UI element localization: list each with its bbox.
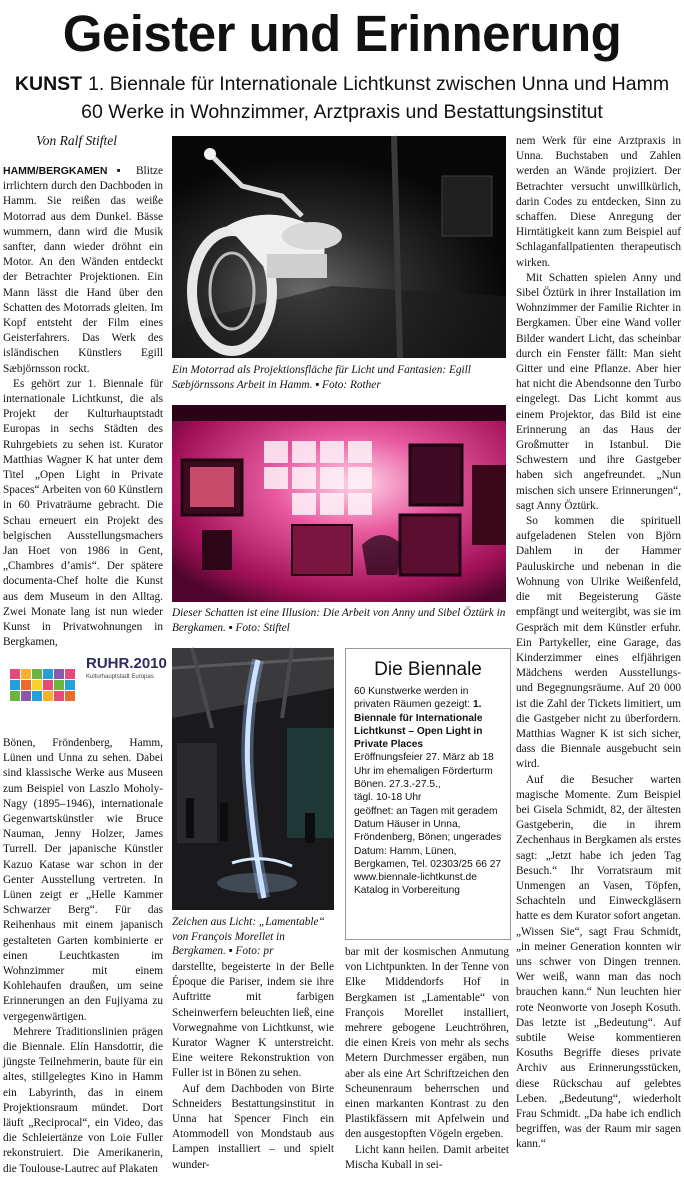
logo-subtitle: Kulturhauptstadt Europas bbox=[86, 674, 154, 680]
headline: Geister und Erinnerung bbox=[62, 5, 622, 62]
article-col1-bottom bbox=[3, 736, 163, 1175]
caption-motorcycle: Ein Motorrad als Projektionsfläche für Licht und Fantasien: Egill Sæbjörnssons Arbeit in Hamm. ▪ Foto: Rother bbox=[172, 364, 471, 391]
article-paragraph: So kommen die spirituell aufgeladenen Stelen von Björn Dahlem in der Hammer Pauluskirche und nebenan in die Wohnung von Ulrike Weißenfeld, die mit Begeisterung Gäste empfängt und weitergibt, was sie im Gespräch mit dem Künstler erfuhr. Ein Partykeller, eine Garage, das Kinderzimmer eines elfjährigen Mädchens werden Ausstellungs- und Begegnungsräume. Auf 20 000 ist die Zahl der Tickets limitiert, um die Gastgeber nicht zu überfordern. Matthias Wagner K ist sich sicher, dass die Biennale ausgebucht sein wird. bbox=[516, 515, 681, 771]
section-label: KUNST bbox=[14, 73, 83, 95]
article-paragraph: Es gehört zur 1. Biennale für internationale Lichtkunst, die als Projekt der Kulturhauptstadt Europas in sechs Städten des Ruhrgebiets zu sehen ist. Kurator Matthias Wagner K hat unter dem Titel „Open Light in Private Spaces“ Arbeiten von 60 Künstlern in 60 Privaträume gebracht. Die Schau erneuert ein Projekt des belgischen Ausstellungsmachers Jan Hoet von 1986 in Gent, „Chambres d’amis“. Der spätere documenta-Chef holte die Kunst aus dem Museum in den Alltag. Zwei Monate lang ist nun wieder Kunst in Privatwohnungen in Bergkamen, bbox=[3, 377, 163, 649]
article-col1-top bbox=[3, 164, 163, 649]
article-paragraph: Mehrere Traditionslinien prägen die Biennale. Elín Hansdottir, die jüngste Teilnehmerin, baute für ein altes, stillgelegtes Kino in Hamm ein Labyrinth, das in einem Projektionsraum mündet. Dort läuft „Reciprocal“, ein Video, das die Schleiertänze von Loie Fuller rekonstruiert. Die Amerikanerin, die Toulouse-Lautrec auf Plakaten bbox=[3, 1025, 163, 1175]
subheadline-line2: 60 Werke in Wohnzimmer, Arztpraxis und Bestattungsinstitut bbox=[81, 101, 603, 123]
infobox-event-name: 1. Biennale für Internationale Lichtkunst – Open Light in Private Places bbox=[354, 699, 483, 751]
shadow-installation-photo bbox=[172, 405, 506, 602]
caption-shadow: Dieser Schatten ist eine Illusion: Die Arbeit von Anny und Sibel Öztürk in Bergkamen. ▪ Foto: Stiftel bbox=[172, 607, 506, 634]
infobox-days: geöffnet: an Tagen mit geradem Datum Häuser in Unna, Fröndenberg, Bönen; ungerades Datum: Hamm, Lünen, Bergkamen, Tel. 02303/25 66 27 bbox=[354, 805, 502, 870]
article-col2-bottom bbox=[172, 960, 334, 1172]
article-paragraph: HAMM/BERGKAMEN ▪ Blitze irrlichtern durch den Dachboden in Hamm. Sie reißen das weiße Motorrad aus dem Dunkel. Bässe wummern, dann wird die Musik sanfter, dann wieder dröhnt ein Motor. An den Wänden entdeckt der Betrachter Projektionen. Ein Mann lässt die Hand über den Schatten des Motorrads gleiten. Im Kopf entsteht der Film eines Geisterfahrers. Das Werk des isländischen Künstlers Egill Sæbjörnsson rockt. bbox=[3, 165, 163, 375]
infobox-title: Die Biennale bbox=[374, 659, 482, 680]
ruhr-logo-squares-icon bbox=[6, 659, 84, 719]
article-paragraph: nem Werk für eine Arztpraxis in Unna. Buchstaben und Zahlen werden an Wände projiziert. Der Betrachter versucht unwillkürlich, darin Codes zu entdecken, Sinn zu schaffen. Diese Anregung der Hirntätigkeit kann zum Beispiel auf Schlaganfallpatienten therapeutisch wirken. bbox=[516, 135, 681, 269]
article-paragraph: bar mit der kosmischen Anmutung von Lichtpunkten. In der Tenne von Elke Middendorfs Hof in Bergkamen ist „Lamentable“ von François Morellet installiert, mehrere gebogene Leuchtröhren, die einen Kreis von mehr als sechs Metern Durchmesser ergäben, nun aber als eine Art Schriftzeichen den Scheunenraum beherrschen und einen markanten Kontrast zu den Plastikfässern mit Apfelwein und den ausgestopften Vögeln ergeben. bbox=[345, 946, 509, 1141]
byline: Von Ralf Stiftel bbox=[36, 133, 117, 148]
article-paragraph: darstellte, begeisterte in der Belle Époque die Pariser, indem sie ihre Auftritte mit farbigen Scheinwerfern beleuchten ließ, eine Vorwegnahme von Lichtkunst, wie Kurator Wagner K unterstreicht. Eine weitere Rekonstruktion von Fuller ist in Bönen zu sehen. bbox=[172, 961, 334, 1080]
infobox-intro: 60 Kunstwerke werden in privaten Räumen gezeigt: 1. Biennale für Internationale Lichtkunst – Open Light in Private Places bbox=[354, 686, 483, 751]
article-col4 bbox=[516, 134, 681, 1172]
article-paragraph: Licht kann heilen. Damit arbeitet Mischa Kuball in sei- bbox=[345, 1143, 509, 1171]
subheadline-line1 bbox=[0, 72, 684, 97]
infobox-website: www.biennale-lichtkunst.de bbox=[354, 872, 477, 884]
article-paragraph: Auf dem Dachboden von Birte Schneiders Bestattungsinstitut in Unna hat Spencer Finch ein Atommodell von Mondstaub aus Lampen installiert – und spielt wunder- bbox=[172, 1082, 334, 1171]
infobox-opening: Eröffnungsfeier 27. März ab 18 Uhr im ehemaligen Förderturm Bönen. 27.3.-27.5., bbox=[354, 752, 494, 791]
motorcycle-photo bbox=[172, 136, 506, 358]
caption-lamentable: Zeichen aus Licht: „Lamentable“ von François Morellet in Bergkamen. ▪ Foto: pr bbox=[172, 916, 325, 957]
infobox-catalog: Katalog in Vorbereitung bbox=[354, 885, 460, 897]
lamentable-photo bbox=[172, 648, 334, 910]
subheadline-text: 1. Biennale für Internationale Lichtkunst zwischen Unna und Hamm bbox=[88, 73, 670, 95]
article-paragraph: Bönen, Fröndenberg, Hamm, Lünen und Unna zu sehen. Dabei sind klassische Werke aus Museen zum Beispiel von Laszlo Moholy-Nagy (1895–1946), internationale Gegenwartskünstler wie Bruce Nauman, Jenny Holzer, James Turrell. Der japanische Künstler Kazuo Katase war schon in der Genter Ausstellung vertreten. In Lünen zeigt er „Helle Kammer Schwarzer Berg“. Für das Reihenhaus mit einem japanisch gestalteten Garten kombinierte er einen Leuchtkasten im Wohnzimmer mit einem Kohlehaufen draußen, um seine Erinnerungen an den Fujiyama zu vergegenwärtigen. bbox=[3, 737, 163, 1023]
dateline: HAMM/BERGKAMEN bbox=[3, 165, 108, 177]
infobox-hours: tägl. 10-18 Uhr bbox=[354, 792, 422, 804]
ruhr2010-logo bbox=[6, 647, 166, 732]
article-paragraph: Mit Schatten spielen Anny und Sibel Öztürk in ihrer Installation im Wohnzimmer der Familie Richter in Bergkamen. Über eine Wand voller Bilder wandert Licht, das scheinbar durch ein Fenster fällt: Man sieht Gitter und eine Pflanze. Aber hier hat nicht die Abendsonne den Turbo eingelegt. Das Licht kommt aus einem Projektor, das Bild ist eine Erinnerung an das Haus der Großmutter in Istanbul. Die Schwestern und ihre Gastgeber haben sich angefreundet. „Nun mischen sich unsere Erinnerungen“, sagt Anny Öztürk. bbox=[516, 271, 681, 512]
article-col3-bottom bbox=[345, 945, 509, 1172]
biennale-infobox bbox=[345, 648, 511, 940]
article-paragraph: Auf die Besucher warten magische Momente. Zum Beispiel bei Gisela Schmidt, 82, der ältesten Gastgeberin, die in ihrem Zechenhaus in Bergkamen als erstes sagt: „Jetzt habe ich jeden Tag Besuch.“ Ihr Vorratsraum mit Unmengen an Vasen, Töpfen, Schachteln und Einweckgläsern hatte es dem Kurator sofort angetan. „Wissen Sie“, sagt Frau Schmidt, „in meiner Generation konnten wir uns schwer von Dingen trennen. Wer weiß, wann man das noch brauchen kann.“ Nun leuchten hier rote Neonworte von Joseph Kosuth. Das letzte ist „Bedeutung“. Auf subtile Weise kommentieren Kosuths Begriffe dieses private Archiv aus Erinnerungsstücken, diese Rückschau auf gelebtes Leben. „Bedeutung“, wiederholt Frau Schmidt. „Da habe ich endlich begriffen, was der Raum mir sagen kann.“ bbox=[516, 773, 681, 1151]
logo-title: RUHR.2010 bbox=[86, 655, 167, 672]
